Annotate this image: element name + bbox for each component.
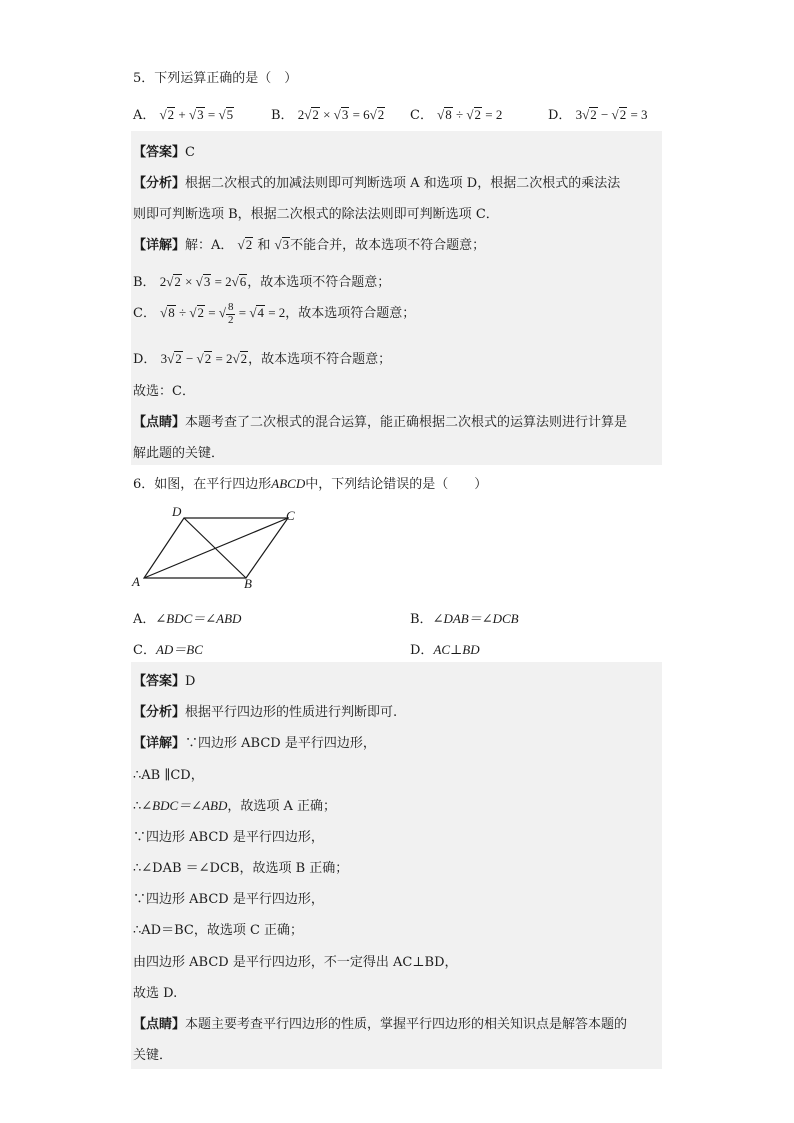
detail-tag: 【详解】 [133, 736, 186, 751]
analysis-tag: 【分析】 [133, 705, 186, 720]
option-label: C． [410, 108, 433, 123]
diagonal-bd [184, 518, 246, 578]
q6-detail-4: ∵四边形 ABCD 是平行四边形， [133, 830, 324, 845]
q6-detail-5: ∴∠DAB ＝∠DCB，故选项 B 正确； [133, 861, 349, 876]
q5-analysis-line1 [133, 172, 620, 191]
detail-text: D． [133, 352, 157, 367]
question-text: 6．如图，在平行四边形 [133, 477, 272, 492]
option-label: A． [133, 108, 156, 123]
answer-tag: 【答案】 [133, 674, 186, 689]
question-text: 中，下列结论错误的是（ ） [305, 477, 488, 492]
q6-detail-3 [133, 795, 336, 814]
q6-answer [133, 670, 195, 689]
detail-c-expr: √8 ÷ √2 = √ $\frac{8}{2}$ = √4 = 2 [160, 301, 286, 326]
comment-text: 本题主要考查平行四边形的性质，掌握平行四边形的相关知识点是解答本题的 [185, 1017, 628, 1032]
detail-expr: ∠BDC＝∠ABD [141, 798, 228, 813]
q5-option-a [133, 104, 234, 123]
parallelogram-figure [128, 500, 308, 594]
q5-analysis-line2: 则即可判断选项 B，根据二次根式的除法法则即可判断选项 C． [133, 207, 499, 222]
option-label: A． [133, 612, 156, 627]
q6-detail-7: ∴AD＝BC，故选项 C 正确； [133, 923, 304, 938]
option-label: B． [271, 108, 294, 123]
detail-text: 不能合并，故本选项不符合题意； [290, 238, 486, 253]
answer-value: D [185, 674, 196, 689]
detail-text: B． [133, 275, 156, 290]
q6-detail-1 [133, 732, 376, 751]
analysis-text: 根据二次根式的加减法则即可判断选项 A 和选项 D，根据二次根式的乘法法 [185, 176, 621, 191]
detail-text: 解：A． [185, 238, 234, 253]
q6-detail-6: ∵四边形 ABCD 是平行四边形， [133, 892, 324, 907]
option-label: D． [410, 643, 434, 658]
detail-text: ，故本选项不符合题意； [247, 275, 391, 290]
q5-detail-b [133, 271, 390, 290]
sqrt2-expr: √2 [237, 237, 253, 252]
label-d: D [172, 504, 182, 519]
label-b: B [244, 576, 252, 591]
q6-option-c [133, 639, 203, 658]
detail-text: 和 [257, 238, 271, 253]
option-d-expr: AC⊥BD [433, 642, 480, 657]
option-d-expr: 3√2 − √2 = 3 [575, 107, 648, 122]
detail-b-expr: 2√2 × √3 = 2√6 [159, 274, 247, 289]
detail-d-expr: 3√2 − √2 = 2√2 [160, 351, 248, 366]
sqrt3-expr: √3 [274, 237, 290, 252]
q5-question: 5．下列运算正确的是（ ） [133, 71, 298, 86]
analysis-tag: 【分析】 [133, 176, 186, 191]
q6-option-b [410, 608, 519, 627]
analysis-text: 根据平行四边形的性质进行判断即可. [185, 705, 398, 720]
q5-detail-c [133, 302, 415, 326]
option-a-expr: ∠BDC＝∠ABD [155, 611, 242, 626]
option-label: B． [410, 612, 433, 627]
question-var: ABCD [271, 476, 306, 491]
q6-comment-line1 [133, 1013, 627, 1032]
q6-analysis [133, 701, 397, 720]
q6-comment-line2: 关键． [133, 1048, 173, 1063]
detail-text: ，故本选项不符合题意； [248, 352, 392, 367]
q5-detail-d [133, 348, 391, 367]
q5-option-c [410, 104, 502, 123]
option-a-expr: √2 + √3 = √5 [159, 107, 234, 122]
q5-comment-line1 [133, 411, 627, 430]
q5-option-d [548, 104, 648, 123]
option-label: C． [133, 643, 156, 658]
detail-tag: 【详解】 [133, 238, 186, 253]
comment-tag: 【点睛】 [133, 1017, 186, 1032]
q6-detail-2: ∴AB ∥CD， [133, 768, 204, 783]
q6-detail-8: 由四边形 ABCD 是平行四边形，不一定得出 AC⊥BD， [133, 955, 458, 970]
detail-text: ，故本选项符合题意； [285, 306, 416, 322]
detail-text: C． [133, 306, 156, 322]
q5-detail-a [133, 234, 485, 253]
q5-option-b [271, 104, 385, 123]
detail-text: ∵四边形 ABCD 是平行四边形， [185, 736, 376, 751]
q5-comment-line2: 解此题的关键． [133, 446, 225, 461]
answer-value: C [185, 145, 195, 160]
q5-choose: 故选：C． [133, 384, 195, 399]
q6-option-a [133, 608, 241, 627]
comment-text: 本题考查了二次根式的混合运算，能正确根据二次根式的运算法则进行计算是 [185, 415, 628, 430]
label-a: A [132, 574, 140, 589]
label-c: C [286, 508, 295, 523]
option-b-expr: ∠DAB＝∠DCB [432, 611, 519, 626]
detail-text: ∴ [133, 799, 142, 814]
q5-answer [133, 141, 195, 160]
answer-tag: 【答案】 [133, 145, 186, 160]
q6-choose: 故选 D. [133, 986, 178, 1001]
option-b-expr: 2√2 × √3 = 6√2 [297, 107, 385, 122]
option-c-expr: AD＝BC [155, 642, 203, 657]
comment-tag: 【点睛】 [133, 415, 186, 430]
detail-text: ，故选项 A 正确； [227, 799, 336, 814]
q6-option-d [410, 639, 480, 658]
option-label: D． [548, 108, 572, 123]
option-c-expr: √8 ÷ √2 = 2 [437, 107, 503, 122]
q6-question [133, 473, 487, 492]
